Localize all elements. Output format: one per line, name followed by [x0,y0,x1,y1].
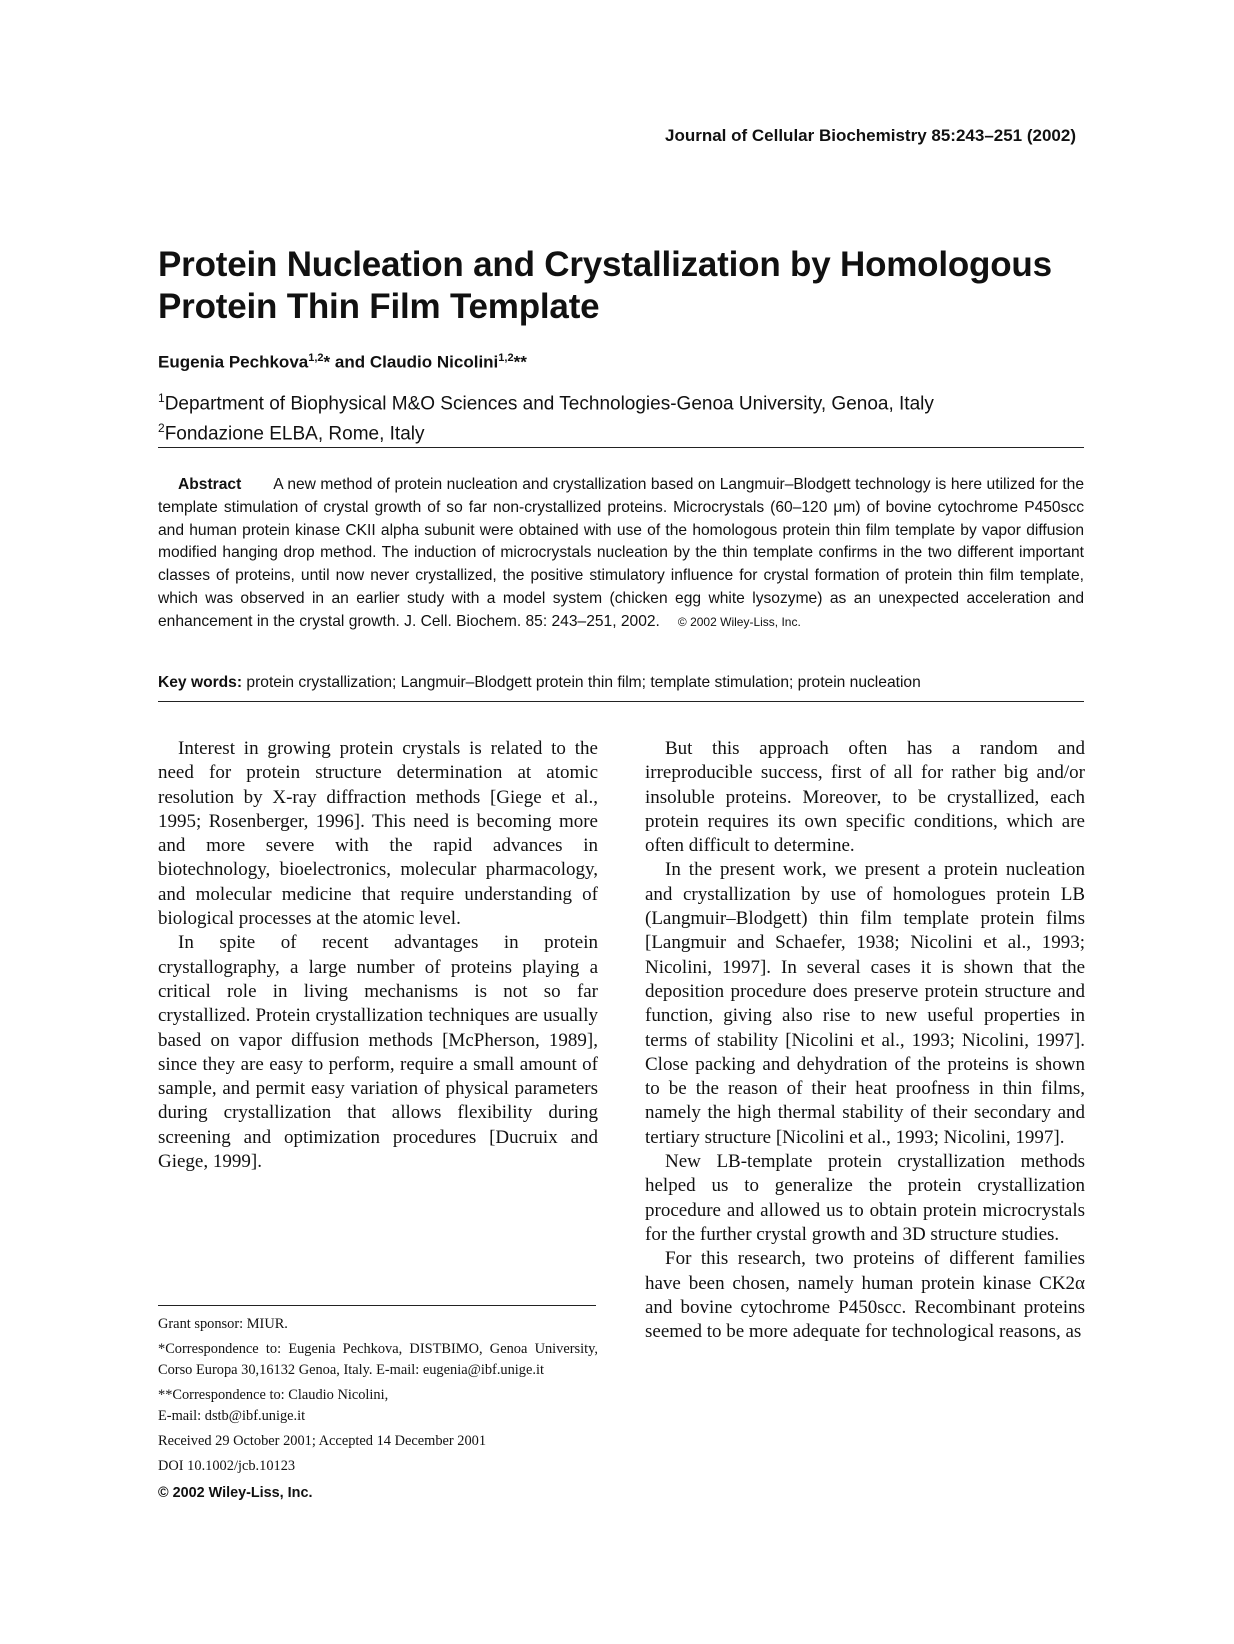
author-affiliation-marker: 1,2 [498,352,514,364]
affiliation [158,416,934,446]
keywords-label: Key words: [158,674,243,691]
affiliation [158,386,934,416]
divider [158,447,1084,448]
article-title: Protein Nucleation and Crystallization by Homologous Protein Thin Film Template [158,245,1052,326]
paragraph: But this approach often has a random and irreproducible success, first of all for rather big and/or insoluble proteins. Moreover, to be crystallized, each protein requires its own specific conditions, which are often difficult to determine. [645,738,1085,857]
abstract [158,474,1084,634]
received-dates: Received 29 October 2001; Accepted 14 December 2001 [158,1433,487,1449]
paragraph: New LB-template protein crystallization methods helped us to generalize the protein crystallization procedure and allowed us to obtain protein microcrystals for the further crystal growth and 3D structure studies. [645,1151,1085,1245]
author-line [158,352,527,373]
author-name: Eugenia Pechkova [158,352,309,372]
paragraph: For this research, two proteins of different families have been chosen, namely human protein kinase CK2α and bovine cytochrome P450scc. Recombinant proteins seemed to be more adequate for technological reasons, as [645,1248,1085,1343]
doi: DOI 10.1002/jcb.10123 [158,1458,296,1474]
correspondence-marker: * [323,352,331,372]
footnote-divider [158,1305,596,1306]
paragraph: In the present work, we present a protein nucleation and crystallization by use of homologues protein LB (Langmuir–Blodgett) thin film template protein films [Langmuir and Schaefer, 1938; Nicolini et al., 1993; Nicolini, 1997]. In several cases it is shown that the deposition procedure does preserve protein structure and function, giving also rise to new useful properties in terms of stability [Nicolini et al., 1993; Nicolini, 1997]. Close packing and dehydration of the proteins is shown to be the reason of their heat proofness in thin films, namely the high thermal stability of their secondary and tertiary structure [Nicolini et al., 1993; Nicolini, 1997]. [645,859,1085,1148]
keywords [158,674,921,692]
author-affiliation-marker: 1,2 [308,352,324,364]
affiliation-number: 2 [158,421,165,436]
affiliation-number: 1 [158,391,165,405]
affiliation-text: Department of Biophysical M&O Sciences and Technologies-Genoa University, Genoa, Italy [164,393,934,415]
affiliations [158,386,934,447]
grant-sponsor: Grant sponsor: MIUR. [158,1316,288,1332]
abstract-copyright: © 2002 Wiley-Liss, Inc. [677,614,801,629]
divider [158,701,1084,702]
body-column-left [158,737,598,1174]
author-conjunction: and [330,352,370,372]
correspondence-note: **Correspondence to: Claudio Nicolini, [158,1387,389,1403]
correspondence-note: *Correspondence to: Eugenia Pechkova, DISTBIMO, Genoa University, Corso Europa 30,16132 Genoa, Italy. E-mail: eugenia@ibf.unige.it [158,1341,598,1378]
affiliation-text: Fondazione ELBA, Rome, Italy [164,423,425,445]
paragraph: In spite of recent advantages in protein crystallography, a large number of proteins playing a critical role in living mechanisms is not so far crystallized. Protein crystallization techniques are usually based on vapor diffusion methods [McPherson, 1989], since they are easy to perform, require a small amount of sample, and permit easy variation of physical parameters during crystallization that allows flexibility during screening and optimization procedures [Ducruix and Giege, 1999]. [158,932,598,1173]
author-name: Claudio Nicolini [369,352,499,372]
footnotes [158,1314,598,1508]
correspondence-marker: ** [513,352,527,372]
correspondence-email: E-mail: dstb@ibf.unige.it [158,1408,306,1424]
footnote-copyright: © 2002 Wiley-Liss, Inc. [158,1485,313,1501]
keywords-text: protein crystallization; Langmuir–Blodgett protein thin film; template stimulation; protein nucleation [246,674,921,691]
journal-citation: Journal of Cellular Biochemistry 85:243–251 (2002) [664,126,1076,145]
abstract-label: Abstract [178,476,242,493]
body-column-right [645,737,1085,1344]
abstract-text: A new method of protein nucleation and crystallization based on Langmuir–Blodgett technology is here utilized for the template stimulation of crystal growth of so far non-crystallized proteins. Microcrystals (60–120 μm) of bovine cytochrome P450scc and human protein kinase CKII alpha subunit were obtained with use of the homologous protein thin film template by vapor diffusion modified hanging drop method. The induction of microcrystals nucleation by the thin template confirms in the two different important classes of proteins, until now never crystallized, the positive stimulatory influence for crystal formation of protein thin film template, which was observed in an earlier study with a model system (chicken egg white lysozyme) as an unexpected acceleration and enhancement in the crystal growth. J. Cell. Biochem. 85: 243–251, 2002. [158,476,1084,630]
paragraph: Interest in growing protein crystals is related to the need for protein structure determination at atomic resolution by X-ray diffraction methods [Giege et al., 1995; Rosenberger, 1996]. This need is becoming more and more severe with the rapid advances in biotechnology, bioelectronics, molecular pharmacology, and molecular medicine that require understanding of biological processes at the atomic level. [158,738,598,930]
